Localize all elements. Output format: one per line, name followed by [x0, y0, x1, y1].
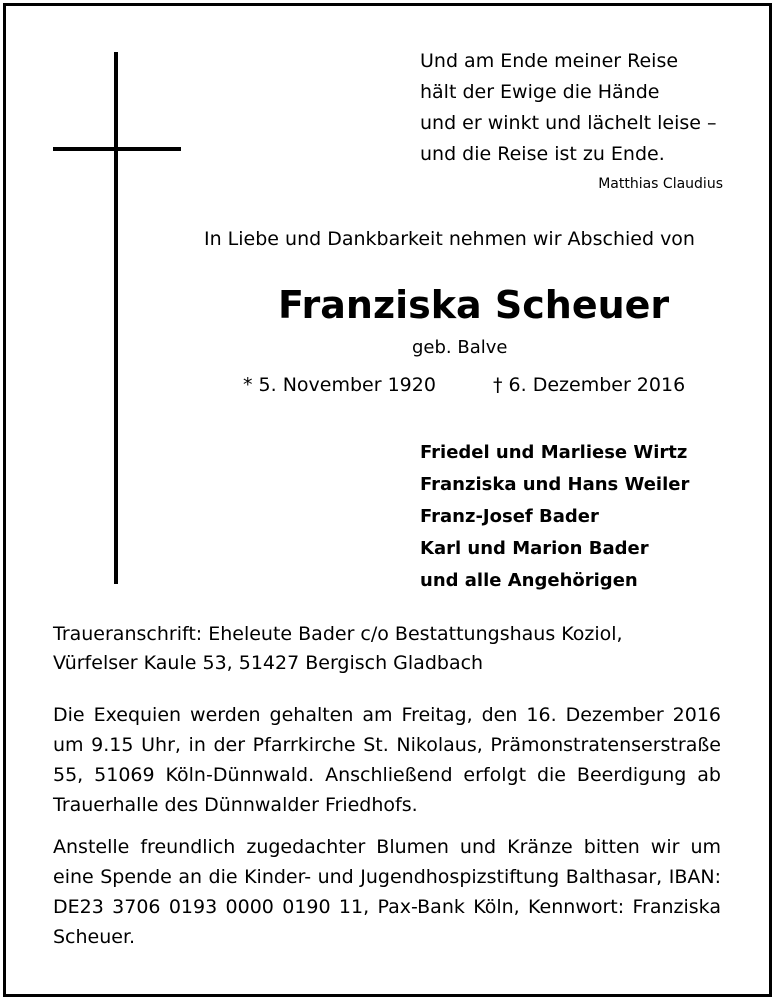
address-line: Traueranschrift: Eheleute Bader c/o Bestattungshaus Koziol,: [53, 623, 623, 645]
poem-line: Und am Ende meiner Reise: [420, 50, 679, 72]
poem-line: hält der Ewige die Hände: [420, 81, 660, 103]
poem-line: und die Reise ist zu Ende.: [420, 143, 665, 165]
address-line: Vürfelser Kaule 53, 51427 Bergisch Gladbach: [53, 652, 484, 674]
death-date: † 6. Dezember 2016: [493, 374, 686, 396]
poem-line: und er winkt und lächelt leise –: [420, 112, 717, 134]
birth-date: * 5. November 1920: [243, 374, 436, 396]
deceased-name: Franziska Scheuer: [278, 283, 670, 327]
poem: [420, 46, 717, 170]
mourning-address: [53, 620, 623, 678]
mourner-item: Franziska und Hans Weiler: [420, 474, 690, 495]
mourners-list: [420, 437, 689, 597]
poem-author: Matthias Claudius: [598, 176, 723, 192]
mourner-item: Franz-Josef Bader: [420, 506, 599, 527]
cross-icon: [114, 52, 118, 584]
mourner-item: und alle Angehörigen: [420, 570, 638, 591]
service-paragraph: Die Exequien werden gehalten am Freitag, den 16. Dezember 2016 um 9.15 Uhr, in der Pfarrkirche St. Nikolaus, Prämonstratenserstraße 55, 51069 Köln-Dünnwald. Anschließend erfolgt die Beerdigung ab Trauerhalle des Dünnwalder Friedhofs.: [53, 704, 721, 816]
cross-icon-bar: [53, 147, 181, 151]
intro-text: In Liebe und Dankbarkeit nehmen wir Abschied von: [204, 228, 695, 250]
donation-paragraph: Anstelle freundlich zugedachter Blumen und Kränze bitten wir um eine Spende an die Kinder- und Jugendhospizstiftung Balthasar, IBAN: DE23 3706 0193 0000 0190 11, Pax-Bank Köln, Kennwort: Franziska Scheuer.: [53, 836, 721, 948]
mourner-item: Karl und Marion Bader: [420, 538, 649, 559]
mourner-item: Friedel und Marliese Wirtz: [420, 442, 688, 463]
born-name: geb. Balve: [412, 337, 508, 358]
